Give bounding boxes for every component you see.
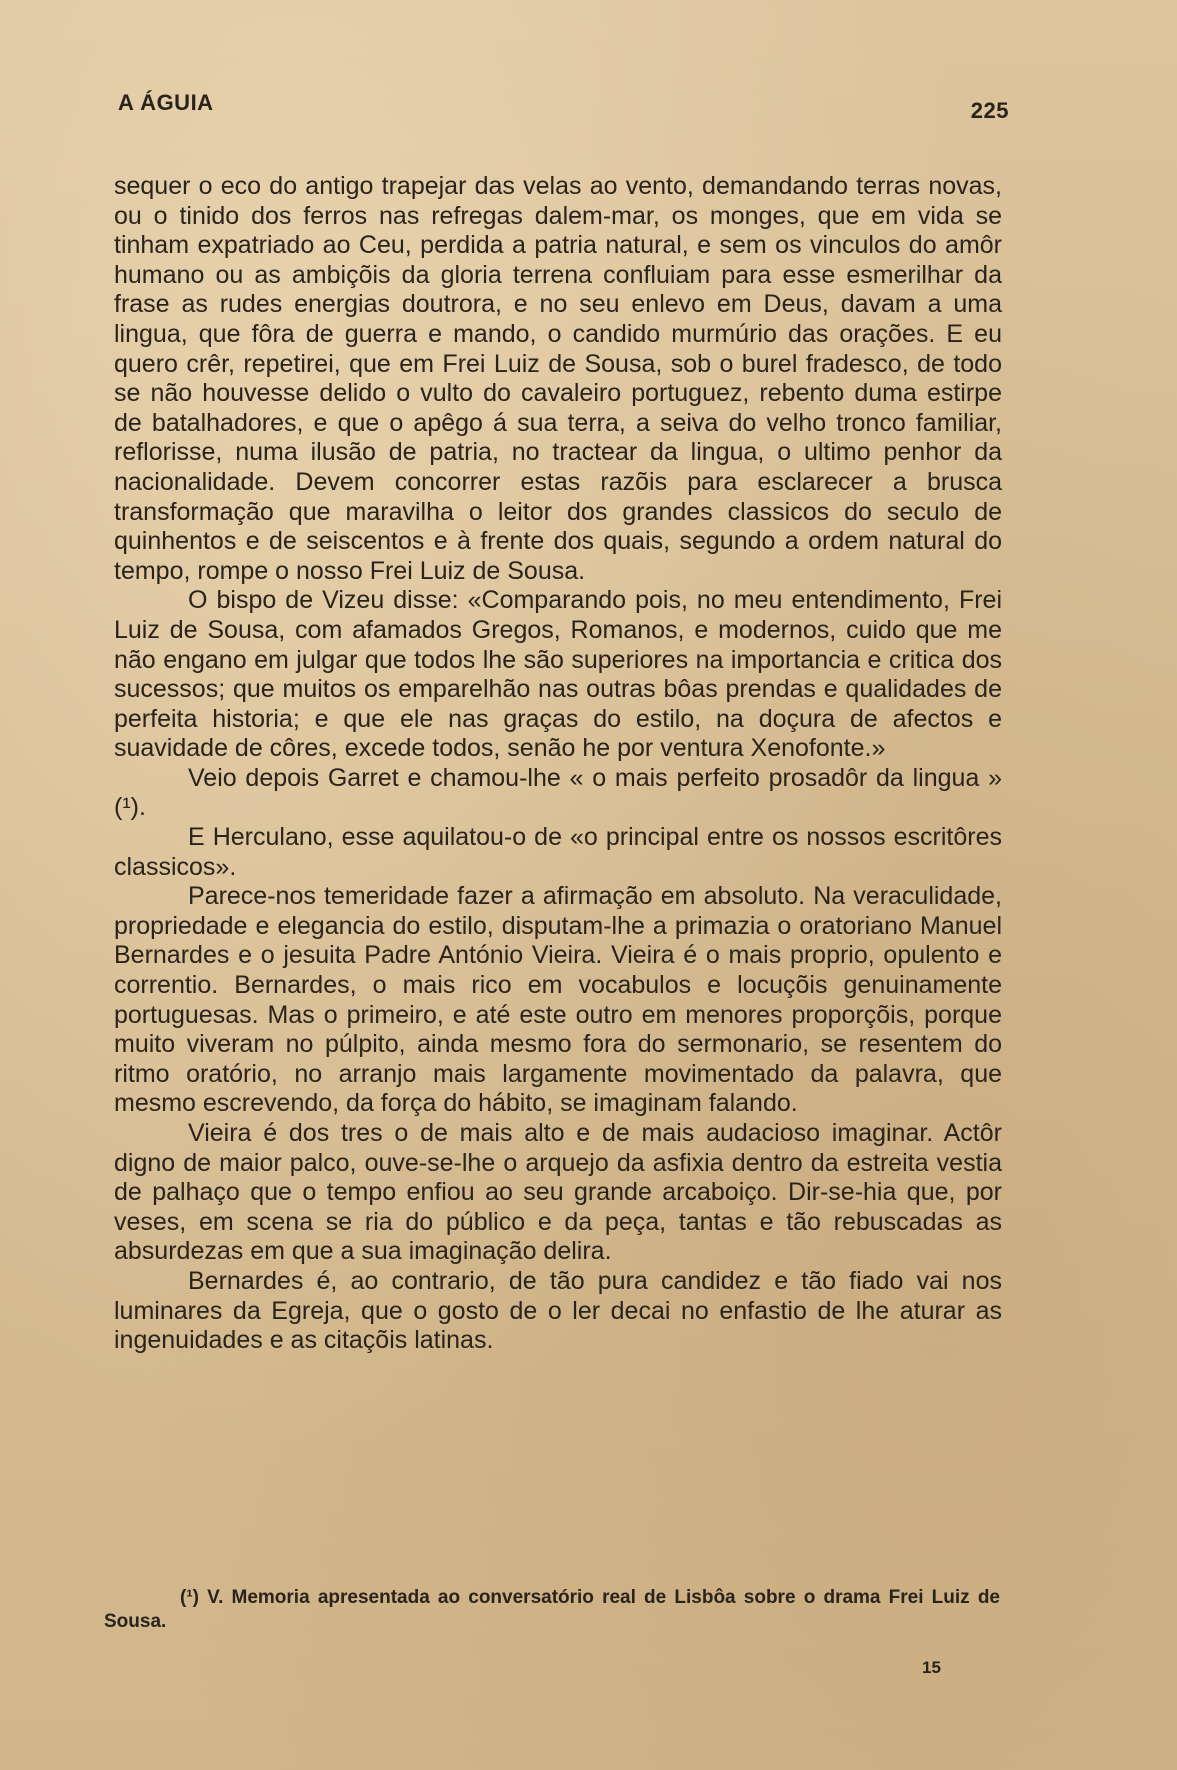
footnote: (¹) V. Memoria apresentada ao conversatório real de Lisbôa sobre o drama Frei Luiz de Sousa.	[104, 1587, 1000, 1632]
signature-mark: 15	[922, 1658, 941, 1677]
paragraph-continuation: sequer o eco do antigo trapejar das velas ao vento, demandando terras novas, ou o tinido dos ferros nas refregas dalem-mar, os monges, que em vida se tinham expatriado ao Ceu, perdida a patria natural, e sem os vinculos do amôr humano ou as ambiçõis da gloria terrena confluiam para esse esmerilhar da frase as rudes energias doutrora, e no seu enlevo em Deus, davam a uma lingua, que fôra de guerra e mando, o candido murmúrio das orações. E eu quero crêr, repetirei, que em Frei Luiz de Sousa, sob o burel fradesco, de todo se não houvesse delido o vulto do cavaleiro portuguez, rebento duma estirpe de batalhadores, e que o apêgo á sua terra, a seiva do velho tronco familiar, reflorisse, numa ilusão de patria, no tractear da lingua, o ultimo penhor da nacionalidade. Devem concorrer estas razõis para esclarecer a brusca transformação que maravilha o leitor dos grandes classicos do seculo de quinhentos e de seiscentos e à frente dos quais, segundo a ordem natural do tempo, rompe o nosso Frei Luiz de Sousa.	[114, 172, 1002, 585]
paragraph: Bernardes é, ao contrario, de tão pura candidez e tão fiado vai nos luminares da Egreja, que o gosto de o ler decai no enfastio de lhe aturar as ingenuidades e as citaçõis latinas.	[114, 1266, 1002, 1355]
paragraph: Veio depois Garret e chamou-lhe « o mais perfeito prosadôr da lingua » (¹).	[114, 763, 1002, 822]
body-text	[114, 172, 1002, 1356]
paragraph: O bispo de Vizeu disse: «Comparando pois, no meu entendimento, Frei Luiz de Sousa, com afamados Gregos, Romanos, e modernos, cuido que me não engano em julgar que todos lhe são superiores na importancia e critica dos sucessos; que muitos os emparelhão nas outras bôas prendas e qualidades de perfeita historia; e que ele nas graças do estilo, na doçura de afectos e suavidade de côres, excede todos, senão he por ventura Xenofonte.»	[114, 586, 1002, 763]
running-head	[118, 86, 1009, 123]
paragraph: Vieira é dos tres o de mais alto e de mais audacioso imaginar. Actôr digno de maior palco, ouve-se-lhe o arquejo da asfixia dentro da estreita vestia de palhaço que o tempo enfiou ao seu grande arcaboiço. Dir-se-hia que, por veses, em scena se ria do público e da peça, tantas e tão rebuscadas as absurdezas em que a sua imaginação delira.	[114, 1119, 1002, 1266]
paragraph: E Herculano, esse aquilatou-o de «o principal entre os nossos escritôres classicos».	[114, 823, 1002, 881]
paragraph: Parece-nos temeridade fazer a afirmação em absoluto. Na veraculidade, propriedade e elegancia do estilo, disputam-lhe a primazia o oratoriano Manuel Bernardes e o jesuita Padre António Vieira. Vieira é o mais proprio, opulento e correntio. Bernardes, o mais rico em vocabulos e locuçõis genuinamente portuguesas. Mas o primeiro, e até este outro em menores proporçõis, porque muito viveram no púlpito, ainda mesmo fora do sermonario, se resentem do ritmo oratório, no arranjo mais largamente movimentado da palavra, que mesmo escrevendo, da força do hábito, se imaginam falando.	[114, 882, 1002, 1118]
page-number: 225	[970, 98, 1009, 123]
journal-title: A ÁGUIA	[118, 90, 214, 115]
